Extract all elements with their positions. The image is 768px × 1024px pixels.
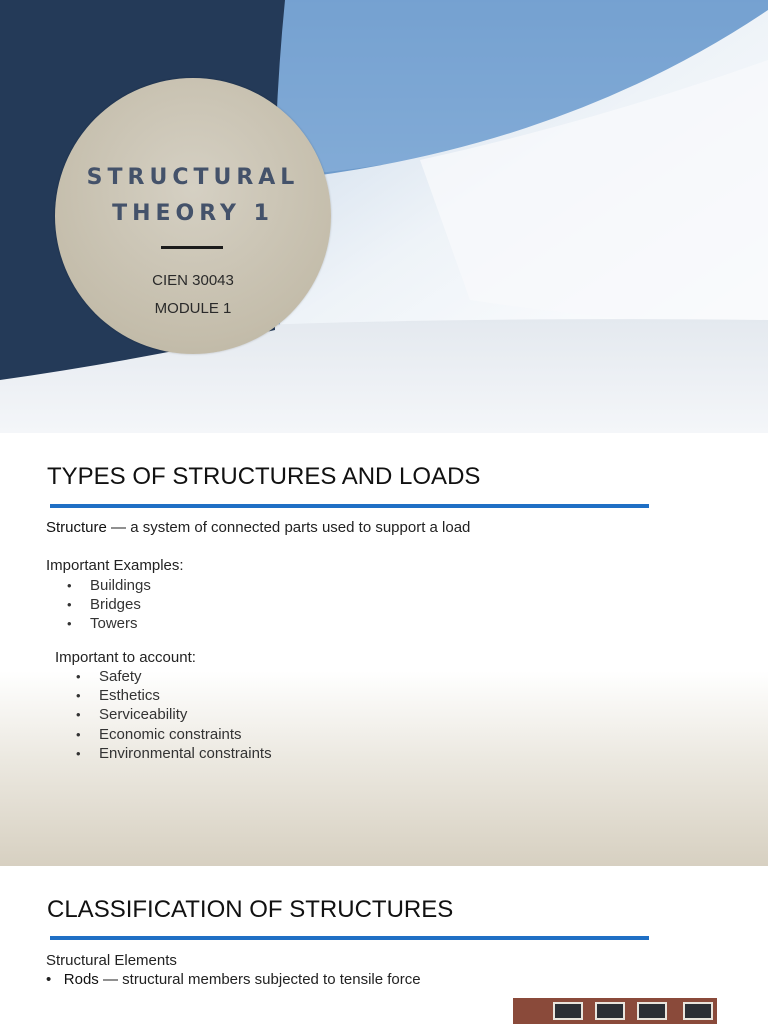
slide-heading: CLASSIFICATION OF STRUCTURES xyxy=(47,896,454,923)
rods-term: Rods xyxy=(63,971,99,988)
course-code: CIEN 30043 xyxy=(152,272,234,289)
examples-list xyxy=(67,576,151,634)
definition-text: — a system of connected parts used to support a load xyxy=(106,519,471,536)
account-label: Important to account: xyxy=(55,649,196,666)
list-item: • Esthetics xyxy=(76,686,272,705)
account-list xyxy=(76,667,272,763)
types-of-structures-slide xyxy=(0,433,768,866)
building-photo xyxy=(513,998,717,1024)
heading-rule xyxy=(50,936,649,940)
definition-term: Structure xyxy=(46,519,107,536)
examples-label: Important Examples: xyxy=(46,557,184,574)
bullet-marker: • xyxy=(46,971,52,988)
slide-heading: TYPES OF STRUCTURES AND LOADS xyxy=(47,463,481,490)
structure-definition xyxy=(46,519,470,536)
list-item: • Bridges xyxy=(67,595,151,614)
title-circle xyxy=(55,78,331,354)
list-item: • Buildings xyxy=(67,576,151,595)
window-shape xyxy=(553,1002,583,1020)
list-item: • Towers xyxy=(67,614,151,633)
title-slide xyxy=(0,0,768,433)
rods-description: — structural members subjected to tensile force xyxy=(98,971,421,988)
window-shape xyxy=(595,1002,625,1020)
module-label: MODULE 1 xyxy=(154,300,232,317)
list-item: • Serviceability xyxy=(76,705,272,724)
structural-elements-subheading: Structural Elements xyxy=(46,952,177,969)
window-shape xyxy=(683,1002,713,1020)
title-line-2: THEORY 1 xyxy=(112,201,274,226)
title-line-1: STRUCTURAL xyxy=(86,165,300,190)
list-item: • Safety xyxy=(76,667,272,686)
title-divider xyxy=(161,246,223,249)
list-item: • Environmental constraints xyxy=(76,744,272,763)
list-item: • Economic constraints xyxy=(76,725,272,744)
heading-rule xyxy=(50,504,649,508)
window-shape xyxy=(637,1002,667,1020)
classification-slide xyxy=(0,866,768,1024)
rods-bullet xyxy=(46,971,421,988)
